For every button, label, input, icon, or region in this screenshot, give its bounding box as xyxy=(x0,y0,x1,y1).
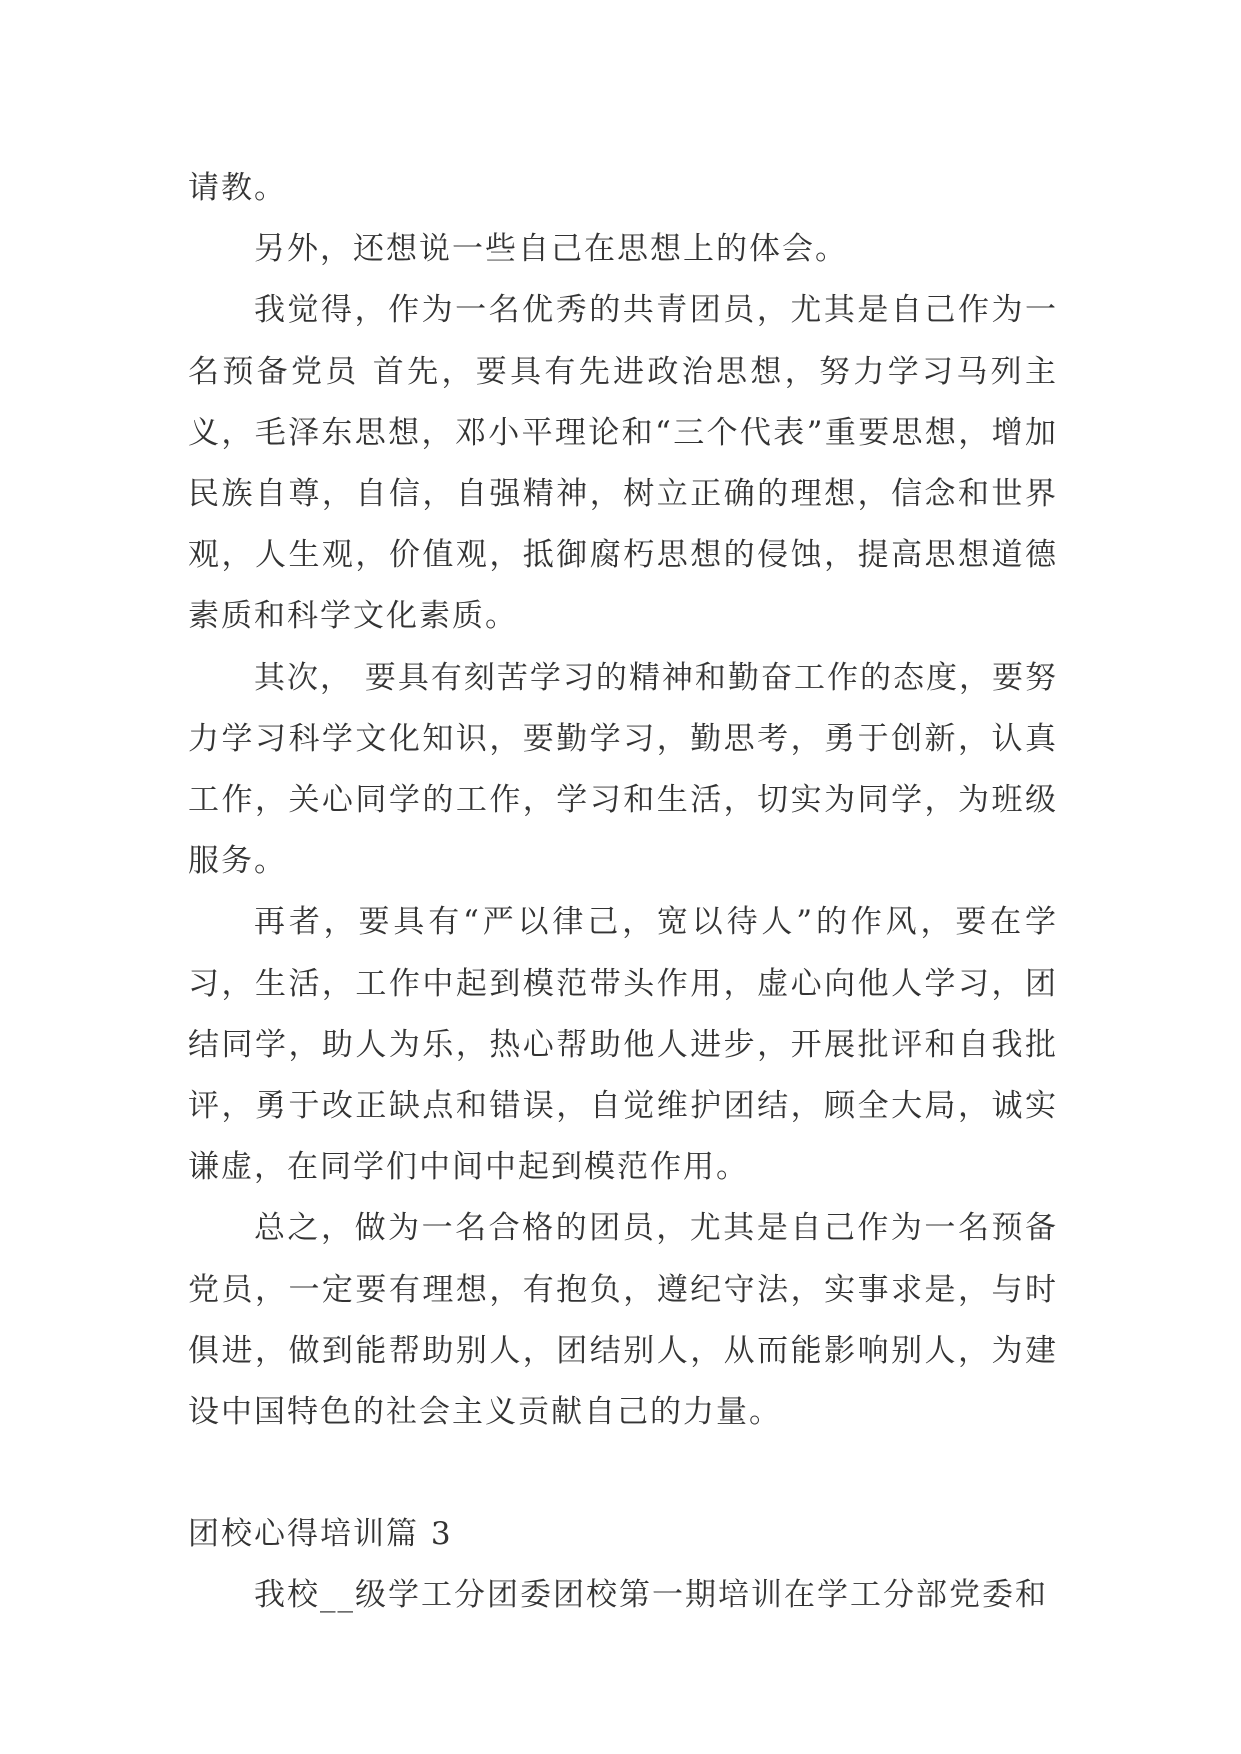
section-heading: 团校心得培训篇 3 xyxy=(188,1516,453,1553)
paragraph-second-point: 其次， 要具有刻苦学习的精神和勤奋工作的态度，要努力学习科学文化知识，要勤学习，勤思考，勇于创新，认真工作，关心同学的工作，学习和生活，切实为同学，为班级服务。 xyxy=(188,659,1058,880)
document-body xyxy=(188,158,1058,1627)
paragraph-third-point: 再者，要具有“严以律己，宽以待人”的作风，要在学习，生活，工作中起到模范带头作用，虚心向他人学习，团结同学，助人为乐，热心帮助他人进步，开展批评和自我批评，勇于改正缺点和错误，自觉维护团结，顾全大局，诚实谦虚，在同学们中间中起到模范作用。 xyxy=(188,904,1058,1186)
section-first-paragraph: 我校__级学工分团委团校第一期培训在学工分部党委和 xyxy=(254,1577,1048,1614)
paragraph-conclusion: 总之，做为一名合格的团员，尤其是自己作为一名预备党员，一定要有理想，有抱负，遵纪守法，实事求是，与时俱进，做到能帮助别人，团结别人，从而能影响别人，为建设中国特色的社会主义贡献自己的力量。 xyxy=(188,1210,1058,1431)
paragraph-continuation: 请教。 xyxy=(188,170,287,206)
paragraph-intro: 另外，还想说一些自己在思想上的体会。 xyxy=(254,231,848,268)
paragraph-first-point: 我觉得，作为一名优秀的共青团员，尤其是自己作为一名预备党员 首先，要具有先进政治思想，努力学习马列主义，毛泽东思想，邓小平理论和“三个代表”重要思想，增加民族自尊，自信，自强精神，树立正确的理想，信念和世界观，人生观，价值观，抵御腐朽思想的侵蚀，提高思想道德素质和科学文化素质。 xyxy=(188,292,1058,635)
